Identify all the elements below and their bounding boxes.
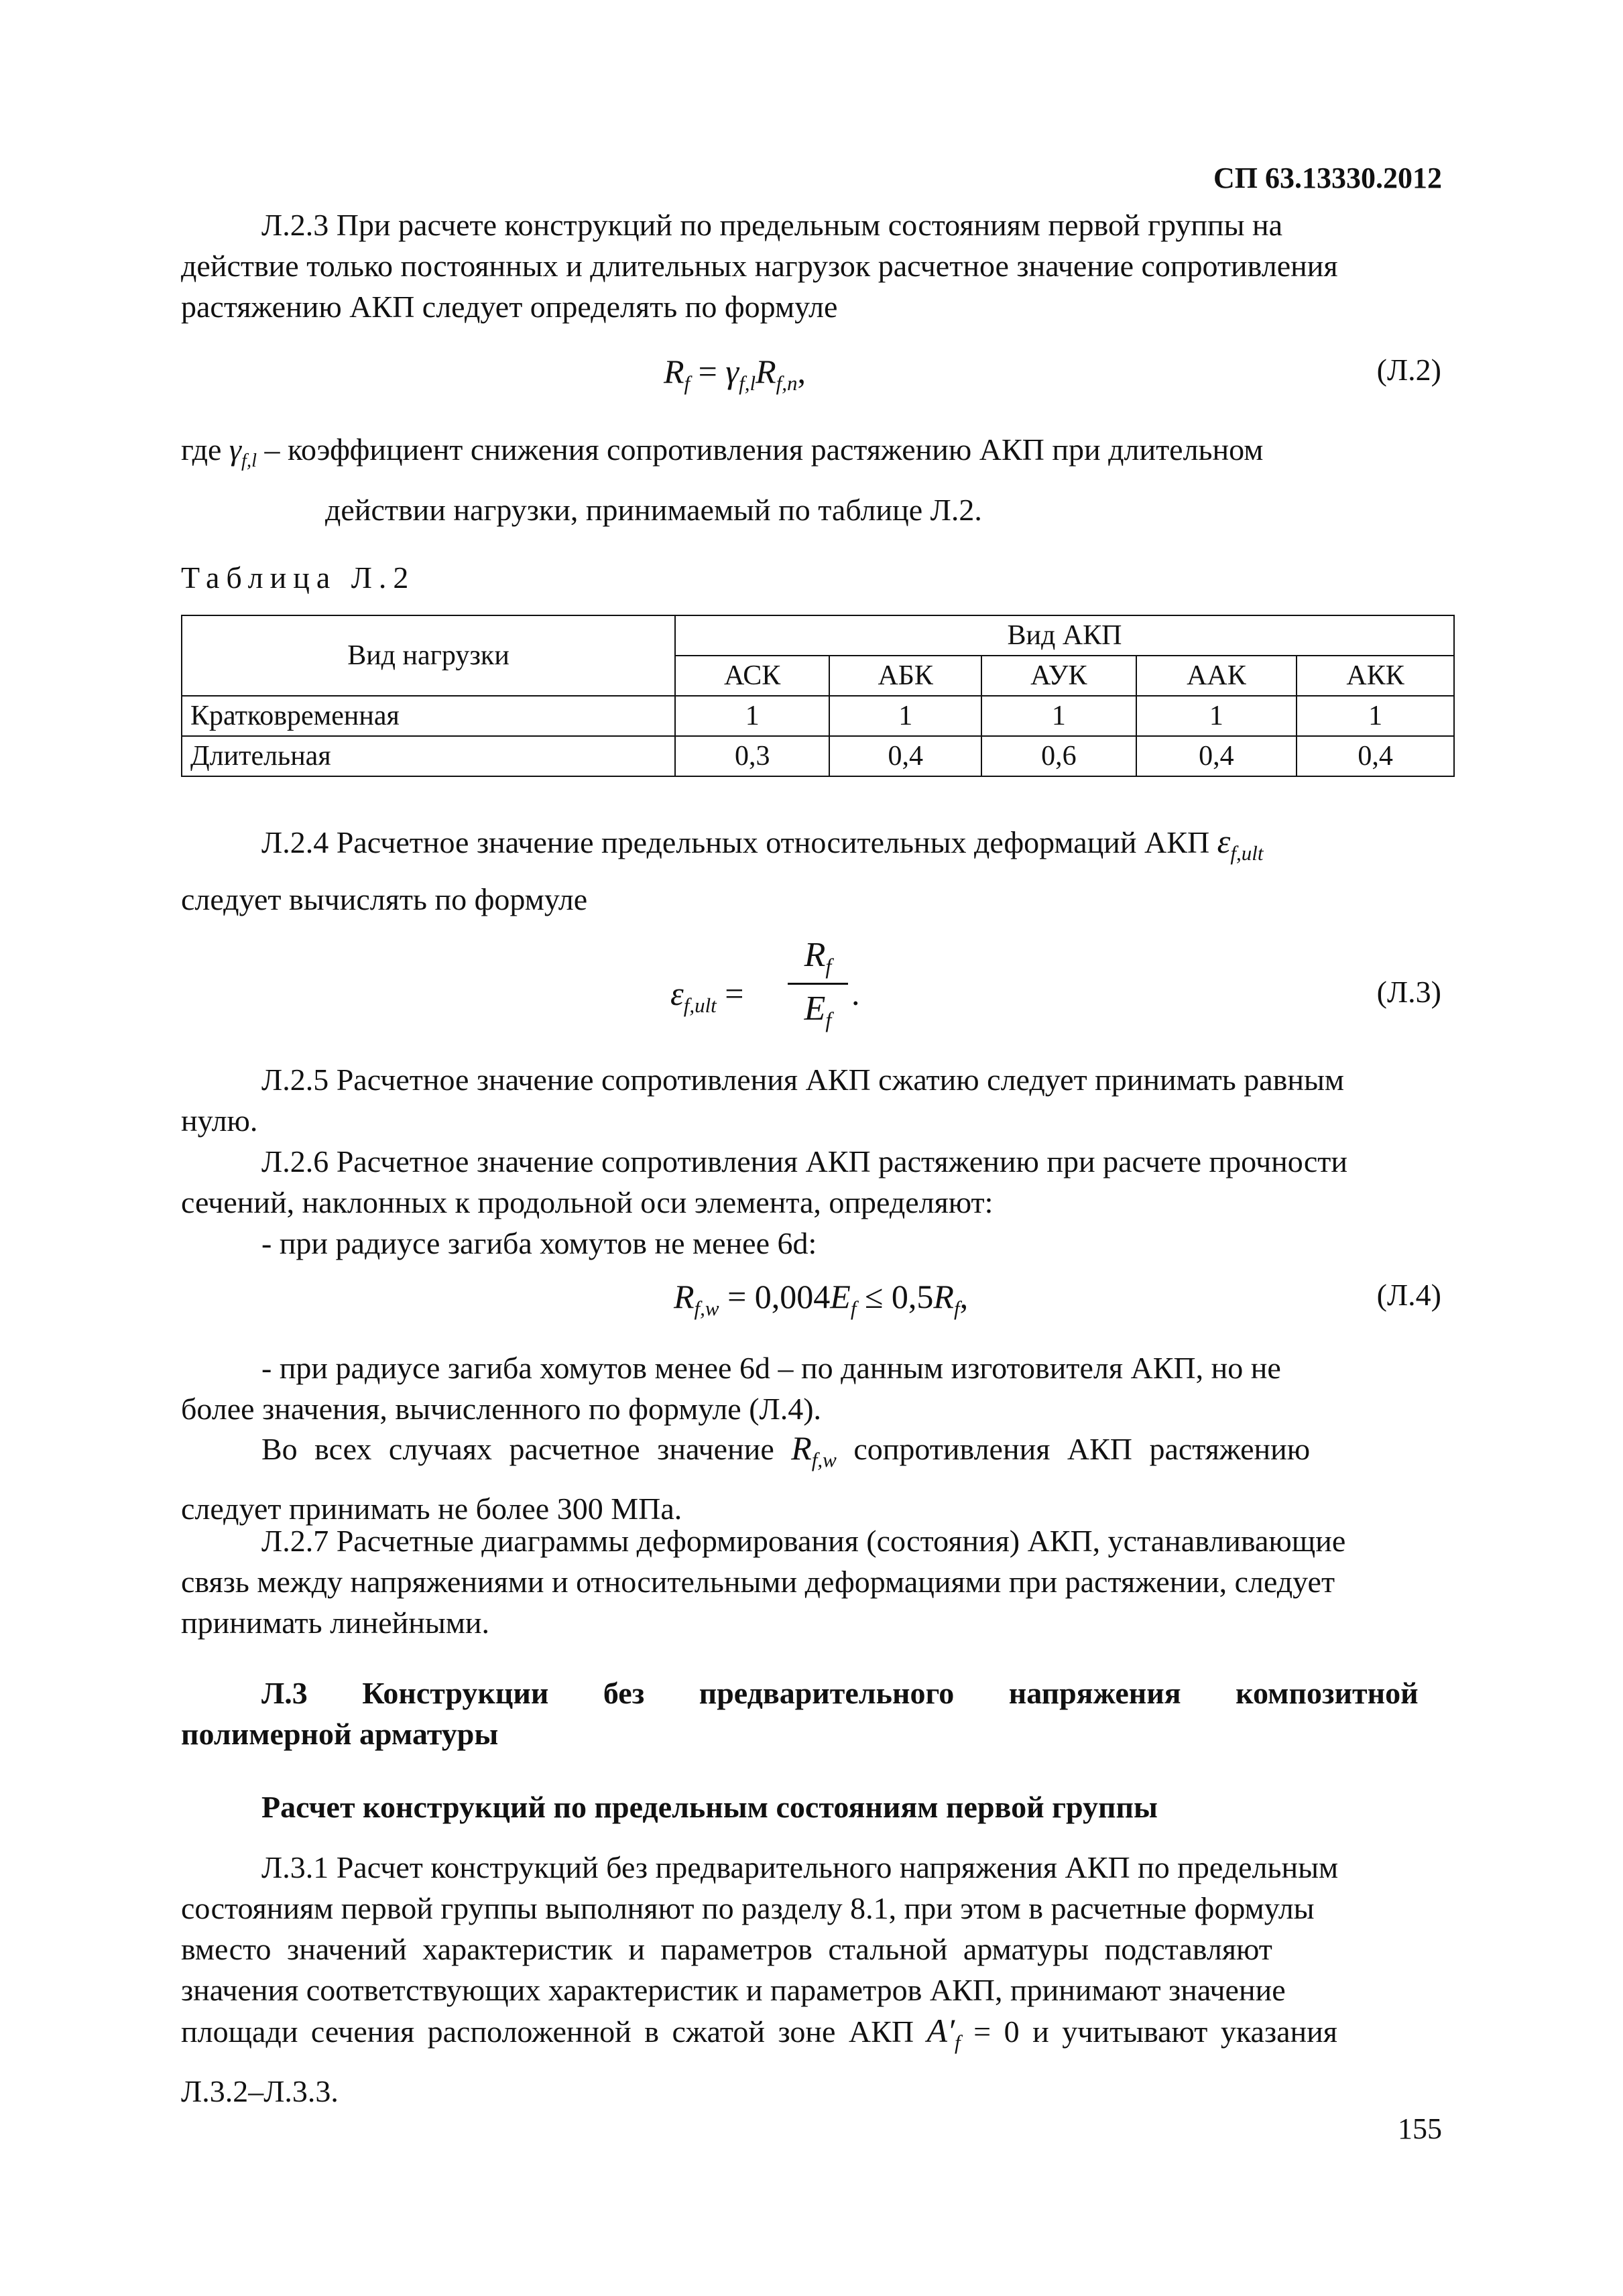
paragraph-line: более значения, вычисленного по формуле (Л.4). — [181, 1392, 822, 1426]
table-cell: 1 — [981, 696, 1136, 736]
paragraph-line: Л.2.4 Расчетное значение предельных относительных деформаций АКП — [261, 825, 1210, 859]
where-prefix: где — [181, 432, 222, 467]
formula-number: (Л.4) — [1376, 1278, 1441, 1312]
table-cell: 1 — [1297, 696, 1454, 736]
paragraph-l25 — [181, 1059, 1441, 1141]
table-cell: 0,4 — [829, 736, 981, 776]
paragraph-line: Л.3.2–Л.3.3. — [181, 2073, 339, 2108]
formula-number: (Л.3) — [1376, 975, 1441, 1009]
paragraph-line: Л.2.6 Расчетное значение сопротивления АКП растяжению при расчете прочности — [261, 1144, 1348, 1179]
header-type: ААК — [1136, 656, 1297, 696]
formula-fraction: $R_f$ $E_f$ — [788, 935, 848, 1033]
paragraph-text: площади сечения расположенной в сжатой зоне АКП — [181, 2014, 914, 2049]
table-cell: 1 — [675, 696, 829, 736]
row-label: Кратковременная — [182, 696, 675, 736]
where-text: – коэффициент снижения сопротивления растяжению АКП при длительном — [257, 432, 1264, 467]
heading-line: полимерной арматуры — [181, 1717, 499, 1751]
subheading: Расчет конструкций по предельным состояниям первой группы — [261, 1790, 1158, 1824]
paragraph-line: Л.2.7 Расчетные диаграммы деформирования (состояния) АКП, устанавливающие — [261, 1524, 1346, 1558]
formula-expression: $R_{f,w} = 0,004E_f \le 0,5R_f$, — [674, 1278, 969, 1320]
header-akp-type: Вид АКП — [675, 615, 1454, 656]
where-text-continued: действии нагрузки, принимаемый по таблице Л.2. — [325, 492, 982, 527]
table-cell: 0,6 — [981, 736, 1136, 776]
paragraph-all-cases — [181, 1428, 1441, 1529]
paragraph-line: - при радиусе загиба хомутов не менее 6d: — [261, 1226, 817, 1260]
table-caption: Таблица Л.2 — [181, 560, 416, 595]
gamma-symbol: $\gamma_{f,l}$ — [229, 432, 257, 471]
load-table — [181, 615, 1455, 777]
table-cell: 0,4 — [1136, 736, 1297, 776]
formula-number: (Л.2) — [1376, 353, 1441, 387]
paragraph-l26-continued — [181, 1347, 1441, 1429]
paragraph-line: - при радиусе загиба хомутов менее 6d – по данным изготовителя АКП, но не — [261, 1351, 1281, 1385]
paragraph-l26 — [181, 1141, 1441, 1264]
header-type: АСК — [675, 656, 829, 696]
section-heading-l3 — [181, 1673, 1441, 1754]
paragraph-line: Л.2.5 Расчетное значение сопротивления АКП сжатию следует принимать равным — [261, 1063, 1345, 1097]
rfw-symbol: $R_{f,w}$ — [791, 1429, 837, 1471]
formula-dot: . — [851, 975, 860, 1012]
paragraph-l27 — [181, 1520, 1441, 1643]
paragraph-text: сопротивления АКП растяжению — [853, 1432, 1311, 1466]
page-number: 155 — [1398, 2112, 1442, 2145]
table-cell: 0,3 — [675, 736, 829, 776]
formula-lhs: $\varepsilon_{f,ult}$ = — [670, 975, 744, 1017]
header-type: АКК — [1297, 656, 1454, 696]
paragraph-line: принимать линейными. — [181, 1606, 490, 1640]
document-code: СП 63.13330.2012 — [1213, 162, 1442, 194]
table-cell: 1 — [1136, 696, 1297, 736]
table-row — [182, 736, 1454, 776]
paragraph-l24 — [181, 821, 1441, 920]
af-symbol: $A'_f$ — [926, 2012, 961, 2054]
where-clause-l2 — [181, 429, 1441, 530]
heading-line: Л.3 Конструкции без предварительного напряжения композитной — [261, 1676, 1419, 1710]
formula-l3 — [181, 935, 1441, 1049]
paragraph-line: сечений, наклонных к продольной оси элемента, определяют: — [181, 1185, 994, 1219]
paragraph-line: следует вычислять по формуле — [181, 882, 588, 916]
af-equals: = 0 — [973, 2014, 1020, 2049]
formula-l2 — [181, 352, 1441, 406]
paragraph-line: действие только постоянных и длительных нагрузок расчетное значение сопротивления — [181, 249, 1338, 283]
paragraph-line: Л.2.3 При расчете конструкций по предельным состояниям первой группы на — [261, 208, 1283, 242]
paragraph-line: состояниям первой группы выполняют по разделу 8.1, при этом в расчетные формулы — [181, 1891, 1315, 1925]
table-cell: 0,4 — [1297, 736, 1454, 776]
epsilon-symbol: $\varepsilon_{f,ult}$ — [1217, 823, 1264, 865]
table-header-row — [182, 615, 1454, 656]
header-type: АУК — [981, 656, 1136, 696]
paragraph-text: Во всех случаях расчетное значение — [261, 1432, 774, 1466]
row-label: Длительная — [182, 736, 675, 776]
paragraph-line: вместо значений характеристик и параметров стальной арматуры подставляют — [181, 1932, 1272, 1966]
table-cell: 1 — [829, 696, 981, 736]
formula-expression: $R_f = \gamma_{f,l}R_{f,n}$, — [664, 353, 806, 395]
formula-l4 — [181, 1277, 1441, 1331]
paragraph-line: значения соответствующих характеристик и параметров АКП, принимают значение — [181, 1973, 1286, 2007]
paragraph-line: связь между напряжениями и относительными деформациями при растяжении, следует — [181, 1565, 1335, 1599]
paragraph-text: и учитывают указания — [1032, 2014, 1337, 2049]
paragraph-line: растяжению АКП следует определять по формуле — [181, 290, 838, 324]
paragraph-line: следует принимать не более 300 МПа. — [181, 1491, 682, 1526]
paragraph-l31 — [181, 1847, 1441, 2112]
paragraph-l23 — [181, 204, 1441, 327]
header-load-type: Вид нагрузки — [182, 615, 675, 696]
paragraph-line: нулю. — [181, 1103, 258, 1138]
paragraph-line: Л.3.1 Расчет конструкций без предварительного напряжения АКП по предельным — [261, 1850, 1339, 1884]
table-row — [182, 696, 1454, 736]
header-type: АБК — [829, 656, 981, 696]
